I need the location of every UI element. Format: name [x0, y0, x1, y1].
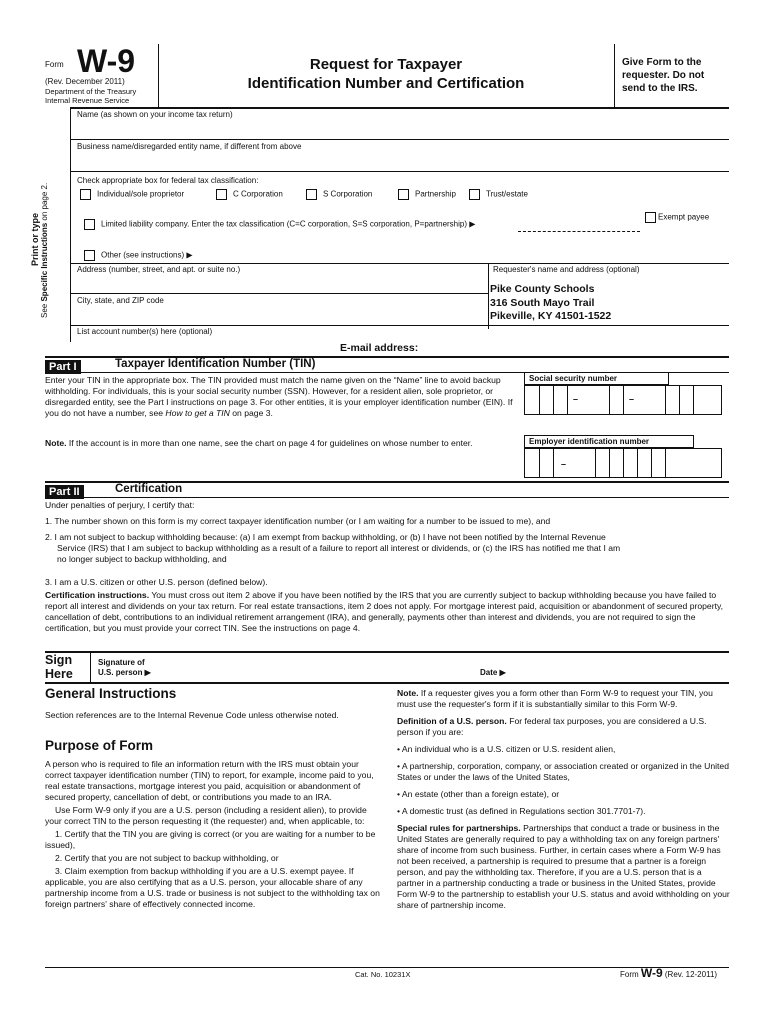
- irs-name: Internal Revenue Service: [45, 96, 130, 105]
- ssn-label: Social security number: [524, 372, 669, 385]
- other-option[interactable]: Other (see instructions) ▶: [84, 250, 193, 261]
- llc-option[interactable]: Limited liability company. Enter the tax classification (C=C corporation, S=S corporation, P=partnership) ▶: [84, 219, 475, 230]
- catalog-number: Cat. No. 10231X: [355, 970, 411, 979]
- individual-checkbox[interactable]: [80, 189, 91, 200]
- s-corp-option[interactable]: S Corporation: [306, 189, 372, 200]
- requester-street: 316 South Mayo Trail: [490, 296, 595, 309]
- requester-label: Requester's name and address (optional): [493, 265, 640, 274]
- cert-intro: Under penalties of perjury, I certify that:: [45, 500, 195, 510]
- right-column: Note. If a requester gives you a form other than Form W-9 to request your TIN, you must use the requester's form if it is substantially similar to this Form W-9. Definition of a U.S. person. For federal tax purposes, you are considered a U.S. person if you are: • An individual who is a U.S. citizen or U.S. resident alien, • A partnership, corporation, company, or association created or organized in the United States or under the laws of the United States, • An estate (other than a foreign estate), or • A domestic trust (as defined in Regulations section 301.7701-7). Special rules for partnerships. Partnerships that conduct a trade or business in the United States are generally required to pay a withholding tax on any foreign partners' share of income from such business. Further, in certain cases where a Form W-9 has not been received, a partnership is required to presume that a partner is a foreign person, and pay the withholding tax. Therefore, if you are a U.S. person that is a partner in a partnership conducting a trade or business in the United States, provide Form W-9 to the partnership to establish your U.S. status and avoid withholding on your share of partnership income.: [397, 688, 730, 910]
- c-corp-option[interactable]: C Corporation: [216, 189, 283, 200]
- requester-form-note: Note. If a requester gives you a form other than Form W-9 to request your TIN, you must use the requester's form if it is substantially similar to this Form W-9.: [397, 688, 713, 709]
- form-word: Form: [45, 60, 64, 69]
- partnership-option[interactable]: Partnership: [398, 189, 456, 200]
- part2-title: Certification: [115, 483, 183, 495]
- form-number: W-9: [77, 43, 136, 79]
- general-instructions-text: Section references are to the Internal Revenue Code unless otherwise noted.: [45, 710, 339, 720]
- requester-name: Pike County Schools: [490, 283, 595, 295]
- signature-field[interactable]: [170, 660, 470, 680]
- purpose-text: A person who is required to file an information return with the IRS must obtain your correct taxpayer identification number (TIN) to report, for example, income paid to you, real estate transactions, mortgage interest you paid, acquisition or abandonment of secured property, cancellation of debt, or contributions you made to an IRA. Use Form W-9 only if you are a U.S. person (including a resident alien), to provide your correct TIN to the person requesting it (the requester) and, when applicable, to: 1. Certify that the TIN you are giving is correct (or you are waiting for a number to be issued), 2. Certify that you are not subject to backup withholding, or 3. Claim exemption from backup withholding if you are a U.S. exempt payee. If applicable, you are also certifying that as a U.S. person, your allocable share of any partnership income from a U.S. trade or business is not subject to the withholding tax on foreign partners' share of effectively connected income.: [45, 759, 380, 909]
- trust-checkbox[interactable]: [469, 189, 480, 200]
- account-label: List account number(s) here (optional): [77, 327, 213, 336]
- address-label: Address (number, street, and apt. or suite no.): [77, 265, 241, 274]
- revision: (Rev. December 2011): [45, 77, 125, 86]
- title-line1: Request for Taxpayer: [309, 56, 463, 73]
- purpose-heading: Purpose of Form: [45, 738, 154, 753]
- s-corp-checkbox[interactable]: [306, 189, 317, 200]
- department: Department of the Treasury: [45, 87, 137, 96]
- city-label: City, state, and ZIP code: [77, 296, 164, 305]
- requester-address: [490, 283, 611, 324]
- exempt-payee-checkbox[interactable]: [645, 212, 656, 223]
- give-form-note: Give Form to the requester. Do not send to the IRS.: [622, 57, 705, 94]
- part1-label: Part I: [45, 357, 81, 375]
- us-person-definition: Definition of a U.S. person. For federal tax purposes, you are considered a U.S. person if you are:: [397, 716, 707, 737]
- business-input[interactable]: [77, 154, 726, 170]
- email-label: E-mail address:: [340, 342, 419, 354]
- sign-here-label: Sign Here: [45, 653, 73, 681]
- cert-item2-a: 2. I am not subject to backup withholding because: (a) I am exempt from backup withholding, or (b) I have not been notified by the Internal Revenue: [45, 532, 606, 542]
- part1-title: Taxpayer Identification Number (TIN): [115, 358, 316, 370]
- cert-item2-c: no longer subject to backup withholding, and: [57, 554, 227, 564]
- cert-item1: 1. The number shown on this form is my correct taxpayer identification number (or I am waiting for a number to be issued to me), and: [45, 516, 551, 526]
- business-label: Business name/disregarded entity name, if different from above: [77, 142, 302, 151]
- side-label: Print or type See Specific Instructions on page 2.: [30, 118, 50, 318]
- part1-note: Note. If the account is in more than one name, see the chart on page 4 for guidelines on whose number to enter.: [45, 438, 473, 448]
- cert-item2-b: Service (IRS) that I am subject to backup withholding as a result of a failure to report all interest or dividends, or (c) the IRS has notified me that I am: [57, 543, 621, 553]
- date-field[interactable]: [515, 664, 715, 680]
- signature-label: Signature of U.S. person ▶: [98, 658, 151, 677]
- other-checkbox[interactable]: [84, 250, 95, 261]
- partnership-checkbox[interactable]: [398, 189, 409, 200]
- trust-option[interactable]: Trust/estate: [469, 189, 528, 200]
- c-corp-checkbox[interactable]: [216, 189, 227, 200]
- print-or-type: Print or type: [30, 212, 40, 266]
- ein-input[interactable]: –: [524, 448, 722, 478]
- ein-label: Employer identification number: [524, 435, 694, 448]
- ssn-input[interactable]: – –: [524, 385, 722, 415]
- part1-text: Enter your TIN in the appropriate box. The TIN provided must match the name given on the “Name” line to avoid backup withholding. For individuals, this is your social security number (SSN). However, for a resident alien, sole proprietor, or disregarded entity, see the Part I instructions on page 3. For other entities, it is your employer identification number (EIN). If you do not have a number, see How to get a TIN on page 3.: [45, 375, 513, 418]
- footer-form-id: Form W-9 (Rev. 12-2011): [620, 966, 718, 980]
- cert-item3: 3. I am a U.S. citizen or other U.S. person (defined below).: [45, 577, 268, 587]
- cert-instructions: Certification instructions. You must cross out item 2 above if you have been notified by the IRS that you are currently subject to backup withholding because you have failed to report all interest and dividends on your tax return. For real estate transactions, item 2 does not apply. For mortgage interest paid, acquisition or abandonment of secured property, cancellation of debt, contributions to an individual retirement arrangement (IRA), and generally, payments other than interest and dividends, you are not required to sign the certification, but you must provide your correct TIN. See the instructions on page 4.: [45, 590, 723, 633]
- date-label: Date ▶: [480, 668, 506, 677]
- requester-city: Pikeville, KY 41501-1522: [490, 310, 612, 322]
- part2-label: Part II: [45, 482, 84, 500]
- partnership-rules: Special rules for partnerships. Partnerships that conduct a trade or business in the United States are generally required to pay a withholding tax on any foreign partners' share of income from such business. Further, in certain cases where a Form W-9 has not been received, a partnership is required to presume that a partner is a foreign person, and pay the withholding tax. Therefore, if you are a U.S. person that is a partner in a partnership conducting a trade or business in the United States, provide Form W-9 to the partnership to establish your U.S. status and avoid withholding on your share of partnership income.: [397, 823, 730, 910]
- general-instructions-heading: General Instructions: [45, 686, 177, 701]
- exempt-payee-option[interactable]: Exempt payee: [645, 212, 709, 223]
- title-line2: Identification Number and Certification: [247, 75, 525, 92]
- name-label: Name (as shown on your income tax return): [77, 110, 233, 119]
- classification-label: Check appropriate box for federal tax classification:: [77, 176, 259, 185]
- name-input[interactable]: [77, 122, 726, 138]
- individual-option[interactable]: Individual/sole proprietor: [80, 189, 184, 200]
- llc-checkbox[interactable]: [84, 219, 95, 230]
